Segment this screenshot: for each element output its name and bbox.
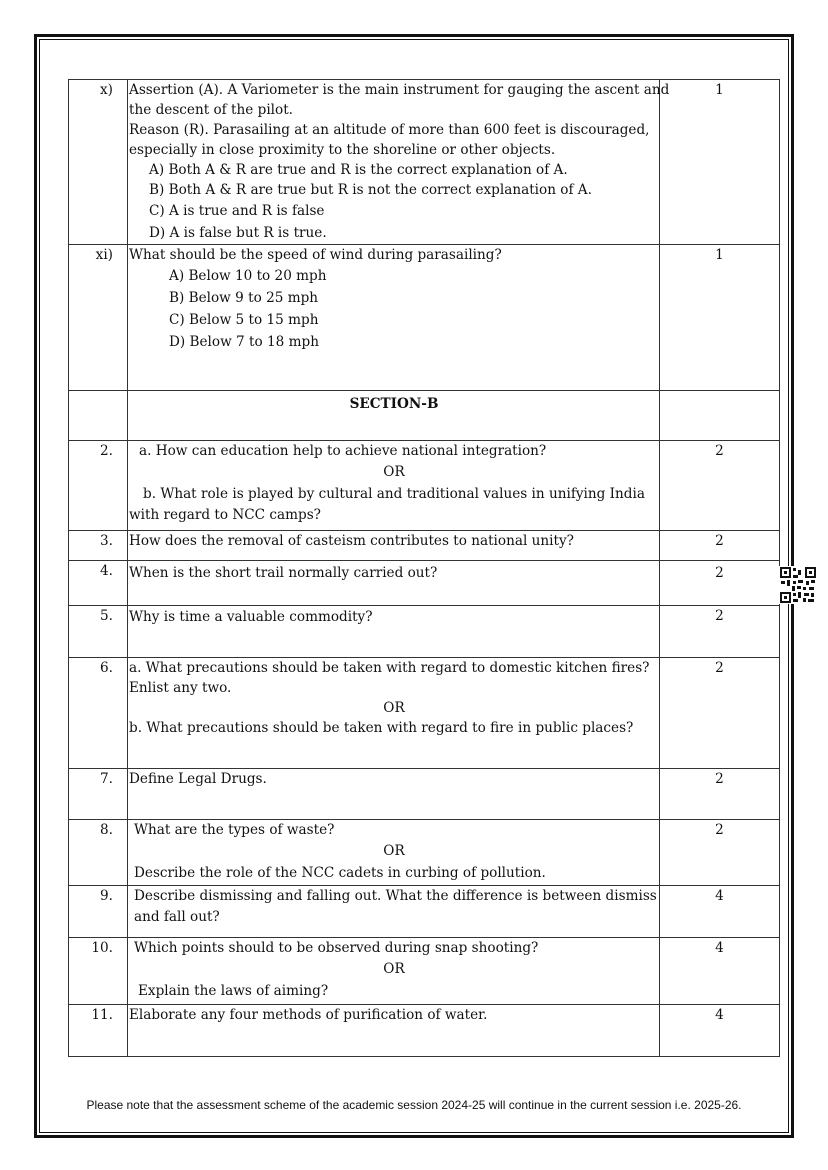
question-number: 3.: [69, 531, 128, 561]
question-text: Define Legal Drugs.: [128, 769, 660, 820]
question-number: xi): [69, 245, 128, 391]
question-part-a: Enlist any two.: [129, 680, 232, 696]
footer-note: Please note that the assessment scheme of the academic session 2024-25 will continue in the current session i.e. 2025-26.: [86, 1098, 742, 1112]
question-body: [128, 80, 670, 245]
option-c: C) Below 5 to 15 mph: [169, 312, 319, 328]
question-text-line: Assertion (A). A Variometer is the main instrument for gauging the ascent and: [129, 82, 670, 98]
question-part-a: What are the types of waste?: [134, 822, 335, 838]
or-label: OR: [383, 961, 405, 977]
question-text-line: Reason (R). Parasailing at an altitude of more than 600 feet is discouraged,: [129, 122, 650, 138]
option-d: D) Below 7 to 18 mph: [169, 334, 319, 350]
question-row-7: [69, 769, 780, 820]
marks: 2: [660, 606, 780, 658]
question-number: 11.: [69, 1005, 128, 1057]
question-body: [128, 245, 660, 391]
option-b: B) Both A & R are true but R is not the correct explanation of A.: [149, 182, 592, 198]
question-number: 9.: [69, 886, 128, 938]
question-number: 8.: [69, 820, 128, 886]
question-text-line: Describe dismissing and falling out. What the difference is between dismiss: [134, 888, 657, 904]
question-table: [68, 79, 780, 1057]
question-text: Why is time a valuable commodity?: [128, 606, 660, 658]
option-c: C) A is true and R is false: [149, 203, 325, 219]
question-number: 2.: [69, 441, 128, 531]
question-row-4: [69, 561, 780, 606]
marks: 2: [660, 441, 780, 531]
section-title: SECTION-B: [128, 391, 660, 441]
question-body: [128, 658, 660, 769]
marks: 1: [660, 80, 780, 245]
question-row-2: [69, 441, 780, 531]
question-text-line: especially in close proximity to the shoreline or other objects.: [129, 142, 556, 158]
marks: 4: [660, 1005, 780, 1057]
question-row-11: [69, 1005, 780, 1057]
question-row-9: [69, 886, 780, 938]
question-text-line: the descent of the pilot.: [129, 102, 293, 118]
question-number: 7.: [69, 769, 128, 820]
question-text: Elaborate any four methods of purification of water.: [128, 1005, 660, 1057]
marks: 4: [660, 886, 780, 938]
question-row-8: [69, 820, 780, 886]
or-label: OR: [383, 464, 405, 480]
marks: 2: [660, 820, 780, 886]
marks: 2: [660, 531, 780, 561]
marks: 1: [660, 245, 780, 391]
or-label: OR: [383, 700, 405, 716]
question-text-line: and fall out?: [134, 909, 220, 925]
question-body: [128, 886, 660, 938]
option-d: D) A is false but R is true.: [149, 225, 327, 241]
question-part-a: a. What precautions should be taken with regard to domestic kitchen fires?: [129, 660, 650, 676]
question-part-a: Which points should to be observed during snap shooting?: [134, 940, 539, 956]
question-part-b: Explain the laws of aiming?: [138, 983, 329, 999]
question-row-3: [69, 531, 780, 561]
question-row-6: [69, 658, 780, 769]
question-part-b: with regard to NCC camps?: [129, 507, 321, 523]
question-number: 6.: [69, 658, 128, 769]
marks: 2: [660, 658, 780, 769]
question-row-5: [69, 606, 780, 658]
question-row-xi: [69, 245, 780, 391]
question-text: What should be the speed of wind during parasailing?: [129, 247, 502, 263]
question-part-b: b. What precautions should be taken with regard to fire in public places?: [129, 720, 634, 736]
question-text: When is the short trail normally carried out?: [128, 561, 660, 606]
or-label: OR: [383, 843, 405, 859]
question-part-a: a. How can education help to achieve national integration?: [139, 443, 547, 459]
question-row-10: [69, 938, 780, 1005]
question-body: [128, 441, 660, 531]
question-row-x: [69, 80, 780, 245]
marks: 2: [660, 769, 780, 820]
option-b: B) Below 9 to 25 mph: [169, 290, 319, 306]
question-body: [128, 938, 660, 1005]
question-number: x): [69, 80, 128, 245]
question-part-b: Describe the role of the NCC cadets in curbing of pollution.: [134, 865, 546, 881]
question-number: 5.: [69, 606, 128, 658]
option-a: A) Both A & R are true and R is the correct explanation of A.: [149, 162, 568, 178]
question-number: 10.: [69, 938, 128, 1005]
question-number: 4.: [69, 561, 128, 606]
question-body: [128, 820, 660, 886]
qr-code-icon: [779, 566, 817, 604]
option-a: A) Below 10 to 20 mph: [169, 268, 327, 284]
marks: 4: [660, 938, 780, 1005]
section-header-row: [69, 391, 780, 441]
question-part-b: b. What role is played by cultural and traditional values in unifying India: [143, 486, 645, 502]
question-text: How does the removal of casteism contributes to national unity?: [128, 531, 660, 561]
marks: 2: [660, 561, 780, 606]
